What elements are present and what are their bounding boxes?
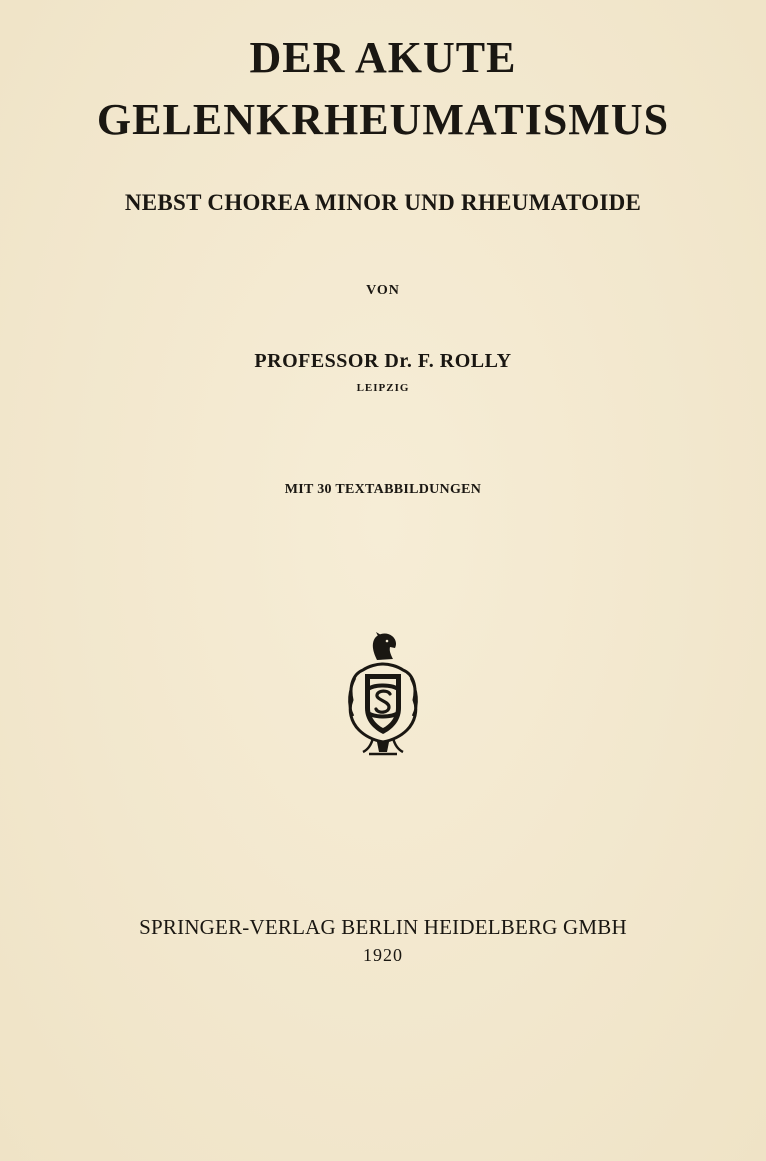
- author-city: LEIPZIG: [356, 382, 410, 394]
- author-name: PROFESSOR Dr. F. ROLLY: [254, 350, 512, 372]
- springer-knight-emblem-icon: [343, 630, 423, 758]
- title-line-2: GELENKRHEUMATISMUS: [96, 95, 670, 144]
- title-line-1: DER AKUTE: [249, 33, 517, 82]
- publisher: SPRINGER-VERLAG BERLIN HEIDELBERG GMBH: [139, 915, 627, 939]
- illustrations-note: MIT 30 TEXTABBILDUNGEN: [284, 482, 482, 497]
- by-label: VON: [366, 283, 400, 298]
- subtitle: NEBST CHOREA MINOR UND RHEUMATOIDE: [124, 190, 642, 215]
- publication-year: 1920: [363, 945, 403, 965]
